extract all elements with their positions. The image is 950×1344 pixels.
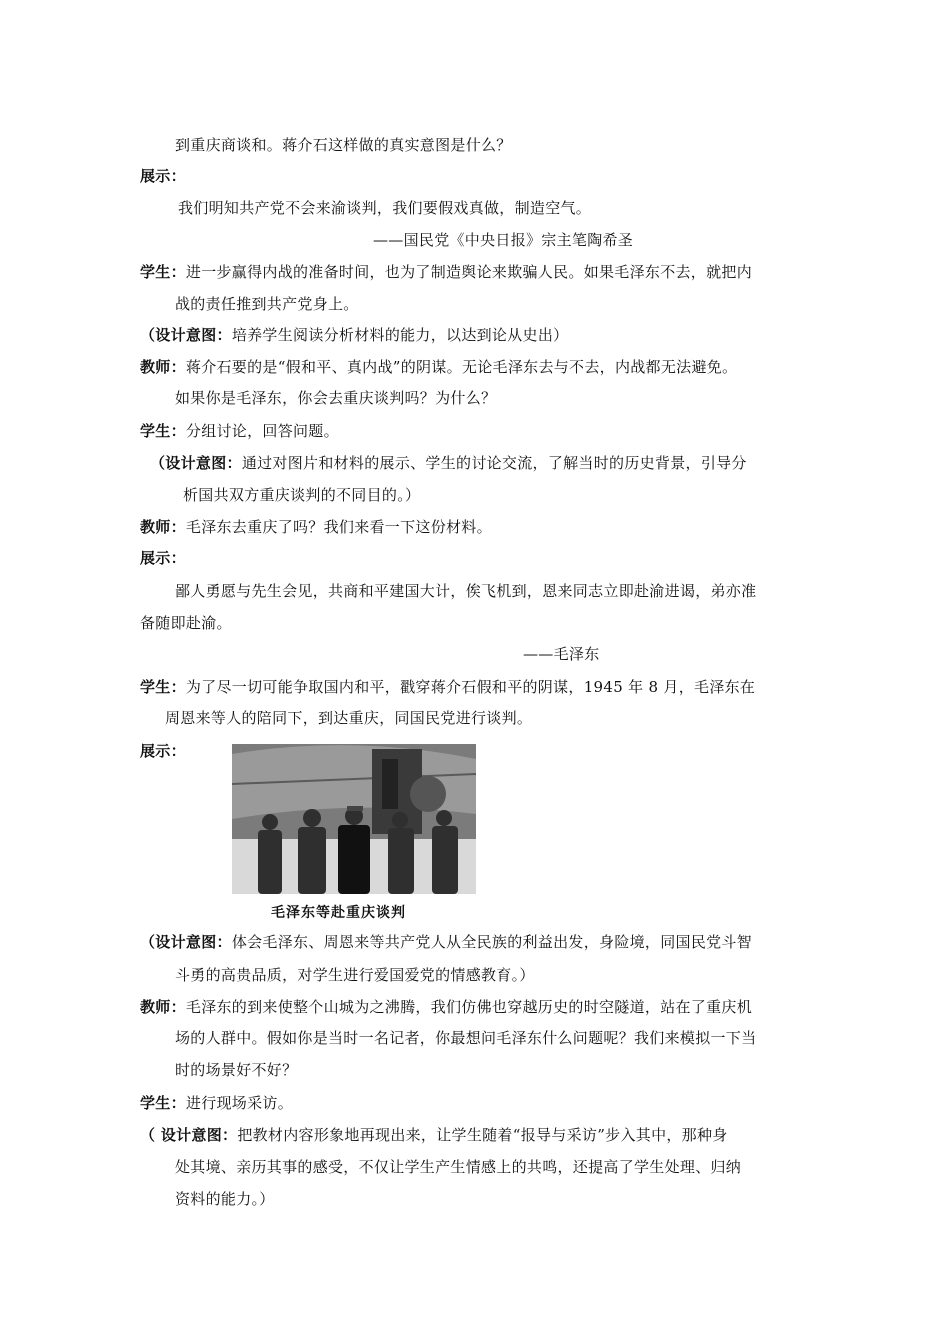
text-line: 周恩来等人的陪同下，到达重庆，同国民党进行谈判。 <box>165 709 533 727</box>
text-line: 教师：毛泽东的到来使整个山城为之沸腾，我们仿佛也穿越历史的时空隧道，站在了重庆机 <box>140 998 753 1016</box>
text-line: ——毛泽东 <box>523 645 600 663</box>
text-line: （设计意图：体会毛泽东、周恩来等共产党人从全民族的利益出发，身险境，同国民党斗智 <box>140 933 753 951</box>
text-line: 展示： <box>140 742 186 760</box>
text-line: ——国民党《中央日报》宗主笔陶希圣 <box>373 231 634 249</box>
text-line: 学生：分组讨论，回答问题。 <box>140 422 339 440</box>
text-line: 资料的能力。） <box>175 1190 275 1208</box>
text-line: 展示： <box>140 167 186 185</box>
text-line: 战的责任推到共产党身上。 <box>175 295 359 313</box>
text-line: 处其境、亲历其事的感受，不仅让学生产生情感上的共鸣，还提高了学生处理、归纳 <box>175 1158 742 1176</box>
text-line: 如果你是毛泽东，你会去重庆谈判吗？为什么？ <box>175 389 497 407</box>
text-line: 教师：蒋介石要的是“假和平、真内战”的阴谋。无论毛泽东去与不去，内战都无法避免。 <box>140 358 738 376</box>
text-line: （设计意图：培养学生阅读分析材料的能力，以达到论从史出） <box>140 326 569 344</box>
text-line: 时的场景好不好？ <box>175 1061 298 1079</box>
text-line: 我们明知共产党不会来渝谈判，我们要假戏真做，制造空气。 <box>178 199 592 217</box>
text-line: 场的人群中。假如你是当时一名记者，你最想问毛泽东什么问题呢？我们来模拟一下当 <box>175 1029 757 1047</box>
text-line: 备随即赴渝。 <box>140 614 232 632</box>
text-line: （设计意图：通过对图片和材料的展示、学生的讨论交流，了解当时的历史背景，引导分 <box>150 454 747 472</box>
photo-caption: 毛泽东等赴重庆谈判 <box>271 905 406 921</box>
text-line: 斗勇的高贵品质，对学生进行爱国爱党的情感教育。） <box>175 966 535 984</box>
text-line: 教师：毛泽东去重庆了吗？我们来看一下这份材料。 <box>140 518 492 536</box>
text-line: 学生：为了尽一切可能争取国内和平，戳穿蒋介石假和平的阴谋，1945 年 8 月，毛泽东在 <box>140 678 756 696</box>
text-line: 展示： <box>140 549 186 567</box>
text-line: 析国共双方重庆谈判的不同目的。） <box>183 486 421 504</box>
text-line: 学生：进行现场采访。 <box>140 1094 294 1112</box>
text-line: （ 设计意图：把教材内容形象地再现出来，让学生随着“报导与采访”步入其中，那种身 <box>140 1126 728 1144</box>
text-line: 鄙人勇愿与先生会见，共商和平建国大计，俟飞机到，恩来同志立即赴渝进谒，弟亦准 <box>175 582 757 600</box>
historical-photo <box>232 744 476 894</box>
text-line: 到重庆商谈和。蒋介石这样做的真实意图是什么？ <box>175 136 512 154</box>
photo-illustration <box>232 744 476 894</box>
text-line: 学生：进一步赢得内战的准备时间，也为了制造舆论来欺骗人民。如果毛泽东不去，就把内 <box>140 263 753 281</box>
